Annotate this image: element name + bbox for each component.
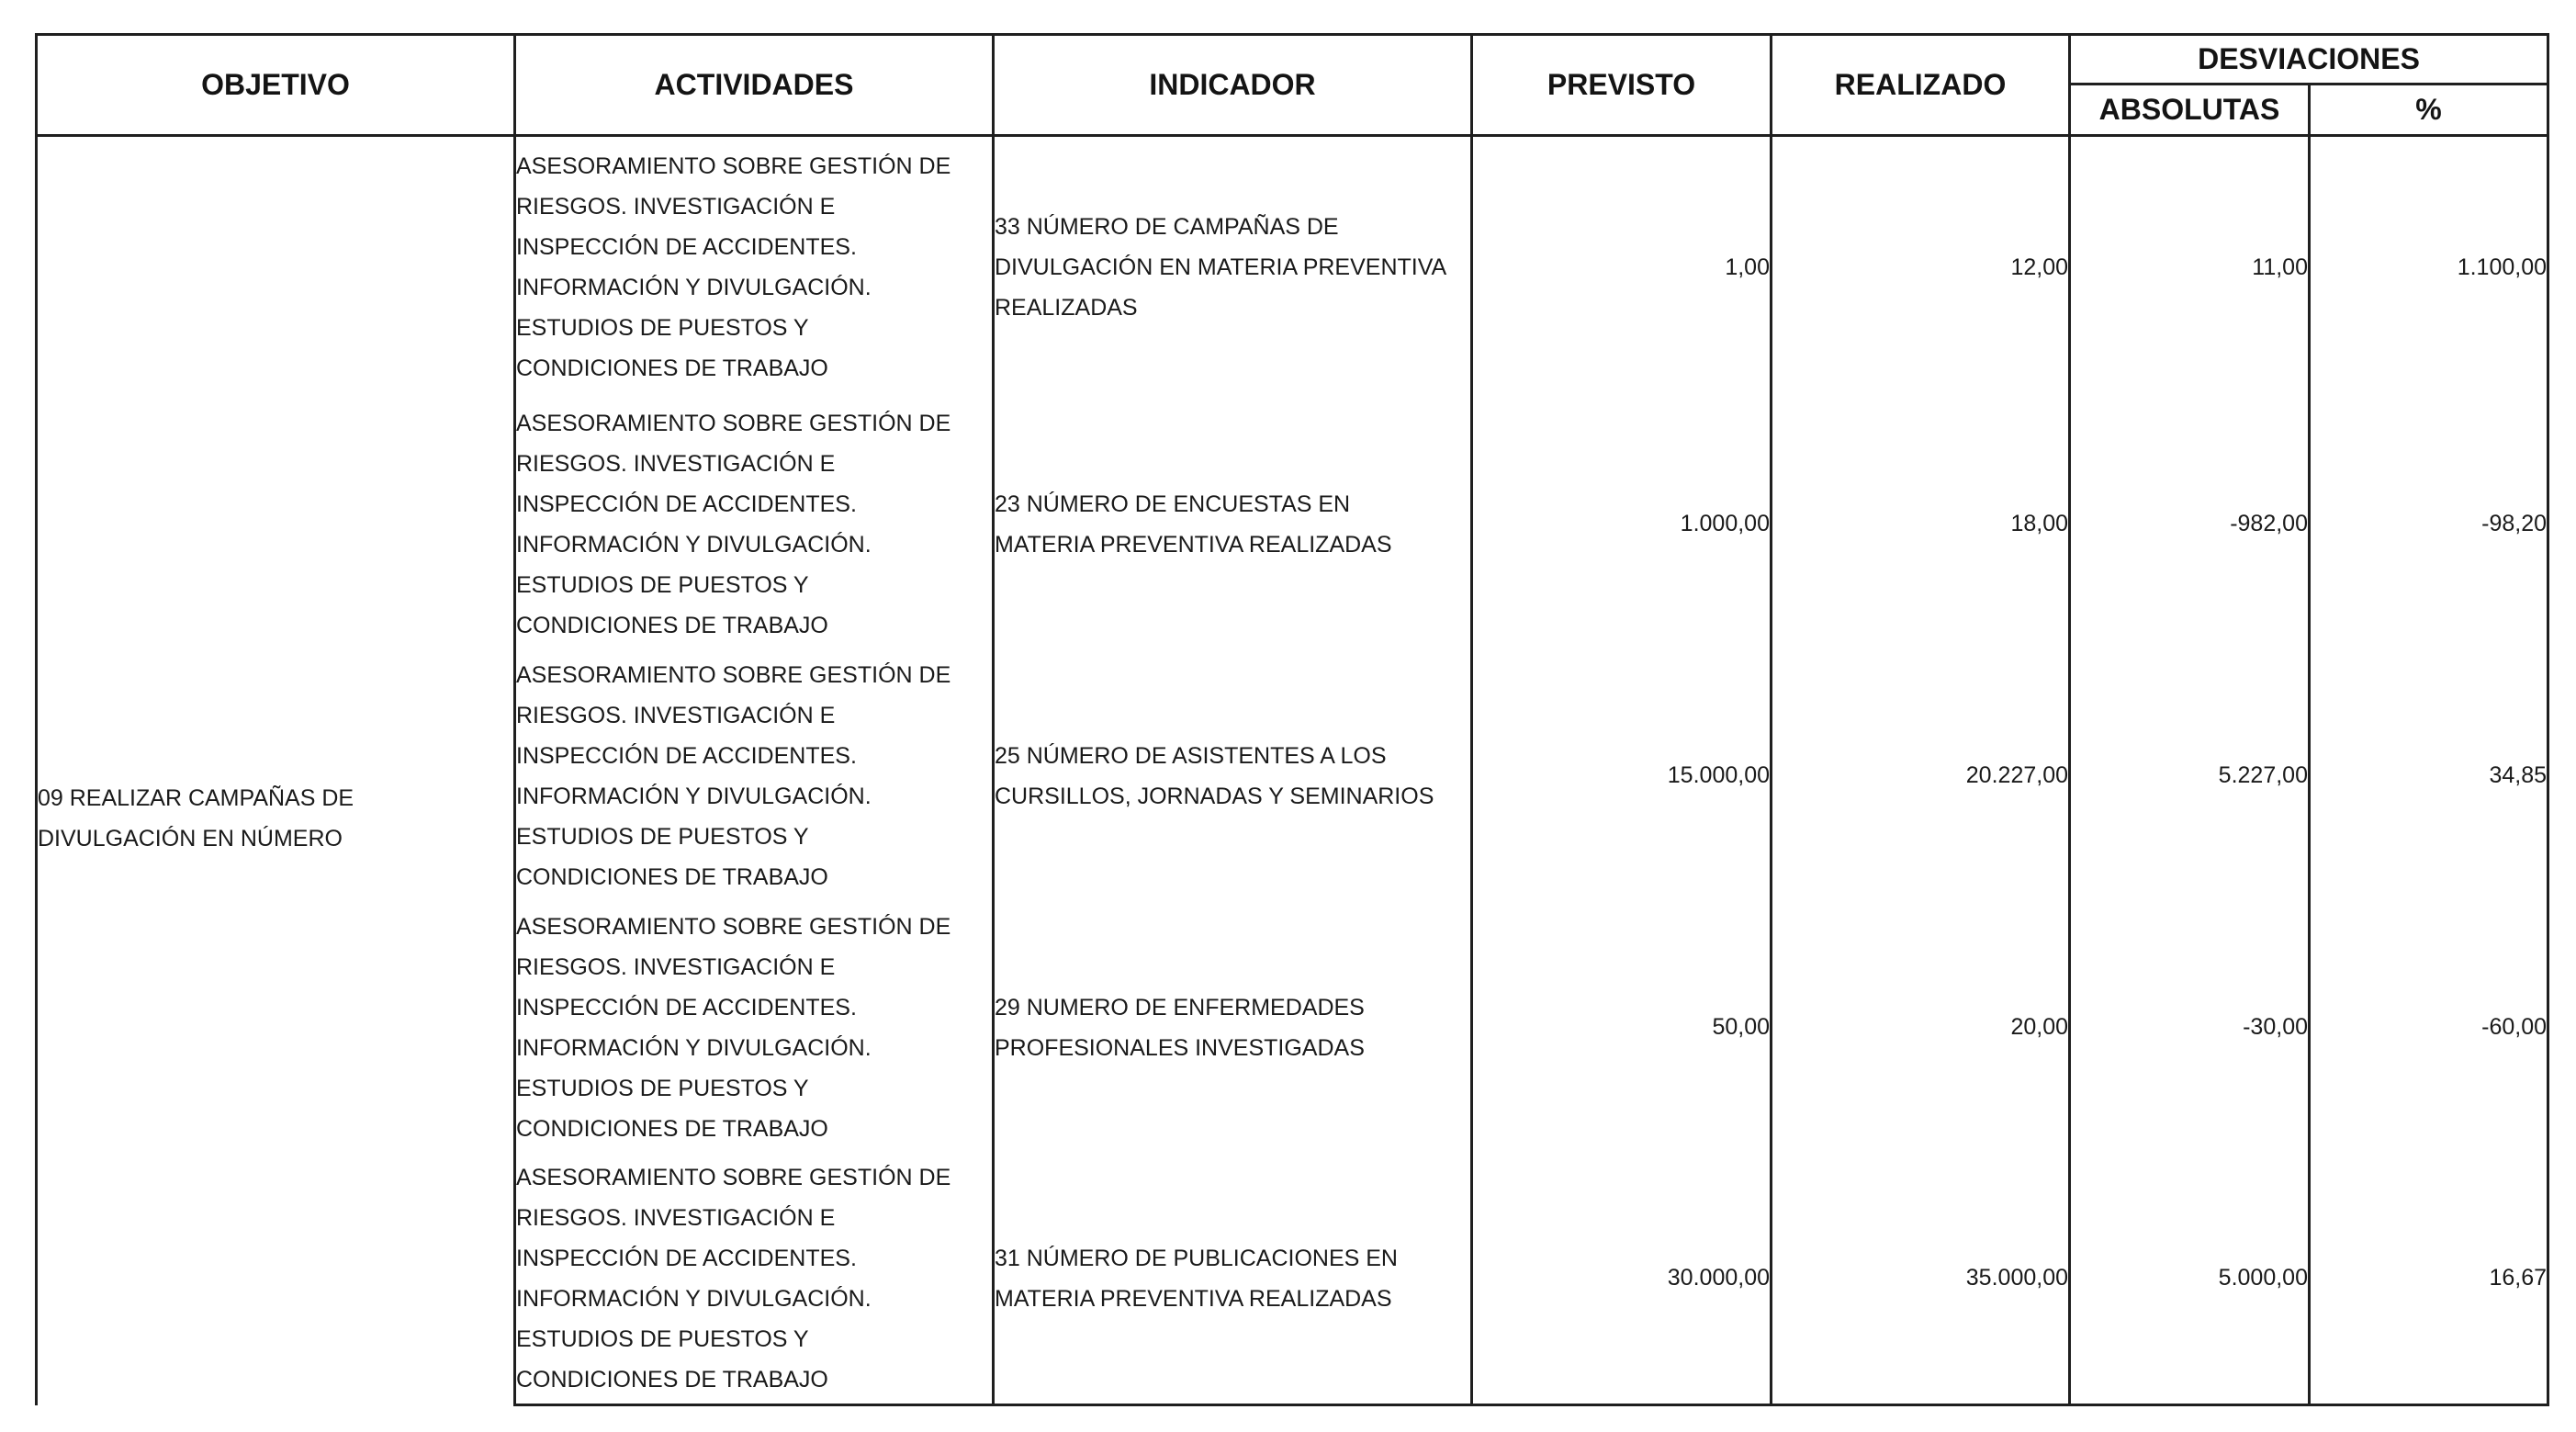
actividad-cell <box>515 902 994 1154</box>
actividad-line: INFORMACIÓN Y DIVULGACIÓN. <box>516 1034 872 1061</box>
realizado-cell: 18,00 <box>1772 399 2070 650</box>
header-objetivo: OBJETIVO <box>37 35 515 136</box>
previsto-cell: 1.000,00 <box>1472 399 1772 650</box>
header-porcentaje: % <box>2310 85 2548 136</box>
indicador-cell <box>994 399 1472 650</box>
actividad-line: CONDICIONES DE TRABAJO <box>516 1366 828 1393</box>
actividad-line: RIESGOS. INVESTIGACIÓN E <box>516 194 836 220</box>
header-desviaciones: DESVIACIONES <box>2070 35 2548 85</box>
header-actividades: ACTIVIDADES <box>515 35 994 136</box>
header-indicador: INDICADOR <box>994 35 1472 136</box>
actividad-line: INSPECCIÓN DE ACCIDENTES. <box>516 742 857 769</box>
actividad-line: ESTUDIOS DE PUESTOS Y <box>516 315 809 342</box>
actividad-line: ASESORAMIENTO SOBRE GESTIÓN DE <box>516 661 951 688</box>
porcentaje-cell: -98,20 <box>2310 399 2548 650</box>
actividad-line: RIESGOS. INVESTIGACIÓN E <box>516 1204 836 1231</box>
indicador-cell <box>994 136 1472 399</box>
actividad-line: ASESORAMIENTO SOBRE GESTIÓN DE <box>516 1164 951 1190</box>
realizado-cell: 20.227,00 <box>1772 650 2070 902</box>
header-absolutas: ABSOLUTAS <box>2070 85 2310 136</box>
realizado-cell: 20,00 <box>1772 902 2070 1154</box>
actividad-line: ESTUDIOS DE PUESTOS Y <box>516 571 809 598</box>
actividad-line: ESTUDIOS DE PUESTOS Y <box>516 1325 809 1352</box>
indicador-line: 31 NÚMERO DE PUBLICACIONES EN <box>995 1245 1398 1271</box>
actividad-line: INFORMACIÓN Y DIVULGACIÓN. <box>516 1285 872 1312</box>
actividad-line: CONDICIONES DE TRABAJO <box>516 612 828 638</box>
objetivo-line: 09 REALIZAR CAMPAÑAS DE <box>38 785 354 812</box>
indicador-line: PROFESIONALES INVESTIGADAS <box>995 1034 1365 1061</box>
indicador-cell <box>994 902 1472 1154</box>
porcentaje-cell: 34,85 <box>2310 650 2548 902</box>
objetivo-text <box>38 682 513 859</box>
actividad-cell <box>515 136 994 399</box>
actividad-line: CONDICIONES DE TRABAJO <box>516 355 828 382</box>
absolutas-cell: 5.227,00 <box>2070 650 2310 902</box>
porcentaje-cell: 16,67 <box>2310 1154 2548 1405</box>
actividad-cell <box>515 650 994 902</box>
actividad-line: INFORMACIÓN Y DIVULGACIÓN. <box>516 531 872 558</box>
indicador-cell <box>994 650 1472 902</box>
absolutas-cell: -982,00 <box>2070 399 2310 650</box>
actividad-line: INSPECCIÓN DE ACCIDENTES. <box>516 234 857 261</box>
indicador-line: 23 NÚMERO DE ENCUESTAS EN <box>995 490 1351 517</box>
realizado-cell: 35.000,00 <box>1772 1154 2070 1405</box>
indicador-line: 29 NUMERO DE ENFERMEDADES <box>995 994 1365 1020</box>
actividad-line: INSPECCIÓN DE ACCIDENTES. <box>516 1245 857 1271</box>
header-realizado: REALIZADO <box>1772 35 2070 136</box>
actividad-line: ASESORAMIENTO SOBRE GESTIÓN DE <box>516 410 951 436</box>
actividad-line: INSPECCIÓN DE ACCIDENTES. <box>516 490 857 517</box>
objetivo-line: DIVULGACIÓN EN NÚMERO <box>38 826 343 852</box>
indicador-line: MATERIA PREVENTIVA REALIZADAS <box>995 1285 1392 1312</box>
actividad-line: ASESORAMIENTO SOBRE GESTIÓN DE <box>516 913 951 940</box>
indicador-line: CURSILLOS, JORNADAS Y SEMINARIOS <box>995 783 1434 809</box>
actividad-line: RIESGOS. INVESTIGACIÓN E <box>516 953 836 980</box>
porcentaje-cell: 1.100,00 <box>2310 136 2548 399</box>
actividad-line: INFORMACIÓN Y DIVULGACIÓN. <box>516 783 872 809</box>
indicador-line: 33 NÚMERO DE CAMPAÑAS DE <box>995 214 1339 241</box>
realizado-cell: 12,00 <box>1772 136 2070 399</box>
porcentaje-cell: -60,00 <box>2310 902 2548 1154</box>
actividad-line: RIESGOS. INVESTIGACIÓN E <box>516 450 836 477</box>
actividad-line: CONDICIONES DE TRABAJO <box>516 863 828 890</box>
actividad-line: RIESGOS. INVESTIGACIÓN E <box>516 702 836 728</box>
objectives-report-table <box>35 33 2549 1406</box>
actividad-line: INFORMACIÓN Y DIVULGACIÓN. <box>516 275 872 301</box>
indicador-cell <box>994 1154 1472 1405</box>
objetivo-cell <box>37 136 515 1405</box>
actividad-line: ASESORAMIENTO SOBRE GESTIÓN DE <box>516 153 951 180</box>
absolutas-cell: -30,00 <box>2070 902 2310 1154</box>
actividad-line: INSPECCIÓN DE ACCIDENTES. <box>516 994 857 1020</box>
previsto-cell: 1,00 <box>1472 136 1772 399</box>
indicador-line: MATERIA PREVENTIVA REALIZADAS <box>995 531 1392 558</box>
actividad-cell <box>515 1154 994 1405</box>
table-body <box>37 136 2548 1405</box>
table-row <box>37 136 2548 399</box>
absolutas-cell: 5.000,00 <box>2070 1154 2310 1405</box>
previsto-cell: 15.000,00 <box>1472 650 1772 902</box>
actividad-line: CONDICIONES DE TRABAJO <box>516 1115 828 1142</box>
actividad-cell <box>515 399 994 650</box>
header-previsto: PREVISTO <box>1472 35 1772 136</box>
actividad-line: ESTUDIOS DE PUESTOS Y <box>516 823 809 850</box>
actividad-line: ESTUDIOS DE PUESTOS Y <box>516 1075 809 1101</box>
previsto-cell: 50,00 <box>1472 902 1772 1154</box>
absolutas-cell: 11,00 <box>2070 136 2310 399</box>
indicador-line: 25 NÚMERO DE ASISTENTES A LOS <box>995 742 1387 769</box>
indicador-line: REALIZADAS <box>995 295 1138 321</box>
indicador-line: DIVULGACIÓN EN MATERIA PREVENTIVA <box>995 254 1447 281</box>
table-header <box>37 35 2548 136</box>
previsto-cell: 30.000,00 <box>1472 1154 1772 1405</box>
